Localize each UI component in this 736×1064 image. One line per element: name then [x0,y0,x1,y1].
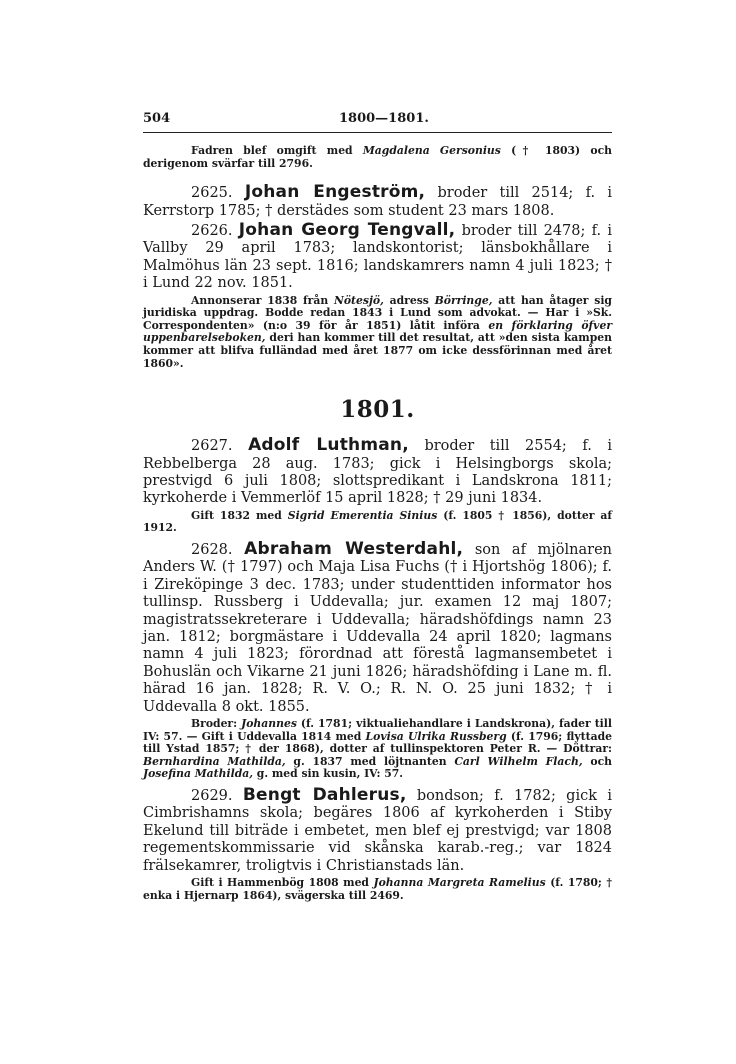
entry-2626: 2626. Johan Georg Tengvall, broder till 2478; f. i Vallby 29 april 1783; landskontorist; länsbokhållare i Malmöhus län 23 sept. 1816; landskamrers namn 4 juli 1823; † i Lund 22 nov. 1851. [143,220,612,292]
page-number: 504 [143,111,171,126]
entry-2628-note: Broder: Johannes (f. 1781; viktualiehandlare i Landskrona), fader till IV: 57. — Gift i Uddevalla 1814 med Lovisa Ulrika Russberg (f. 1796; flyttade till Ystad 1857; † der 1868), dotter af tullinspektoren Peter R. — Döttrar: Bernhardina Mathilda, g. 1837 med löjtnanten Carl Wilhelm Flach, och Josefina Mathilda, g. med sin kusin, IV: 57. [143,717,613,781]
entry-2627: 2627. Adolf Luthman, broder till 2554; f. i Rebbelberga 28 aug. 1783; gick i Helsingborgs skola; prestvigd 6 juli 1808; slottspredikant i Landskrona 1811; kyrkoherde i Vemmerlöf 15 april 1828; † 29 juni 1834. [143,435,613,507]
entry-2629-note: Gift i Hammenbög 1808 med Johanna Margreta Ramelius (f. 1780; † enka i Hjernarp 1864), svägerska till 2469. [143,876,612,902]
page-header [143,108,612,128]
entry-name: Abraham Westerdahl, [244,539,464,559]
entry-name: Bengt Dahlerus, [242,785,407,806]
entry-2628: 2628. Abraham Westerdahl, son af mjölnaren Anders W. († 1797) och Maja Lisa Fuchs († i Hjortshög 1806); f. i Zireköpinge 3 dec. 1783; under studenttiden informator hos tullinsp. Russberg i Uddevalla; jur. examen 12 maj 1807; magistratssekreterare i Uddevalla; häradshöfdings namn 23 jan. 1812; borgmästare i Uddevalla 24 april 1820; lagmans namn 4 juli 1823; förordnad att förestå lagmansembetet i Bohuslän och Vikarne 21 juni 1826; häradshöfding i Lane m. fl. härad 16 jan. 1828; R. V. O.; R. N. O. 25 juni 1832; † i Uddevalla 8 okt. 1855. [143,539,613,715]
entry-name: Adolf Luthman, [248,435,409,456]
running-title: 1800—1801. [339,111,429,126]
header-rule [143,132,612,133]
entry-name: Johan Georg Tengvall, [238,220,456,240]
entry-2629: 2629. Bengt Dahlerus, bondson; f. 1782; gick i Cimbrishamns skola; begäres 1806 af kyrkoherden i Stiby Ekelund till biträde i embetet, men blef ej prestvigd; var 1808 regementskommissarie vid skånska karab.-reg.; var 1824 frälsekamrer, troligtvis i Christianstads län. [143,785,612,874]
entry-name: Johan Engeström, [244,182,426,203]
entry-2626-note: Annonserar 1838 från Nötesjö, adress Börringe, att han åtager sig juridiska uppdrag. Bodde redan 1843 i Lund som advokat. — Har i »Sk. Correspondenten» (n:o 39 för år 1851) låtit införa en förklaring öfver uppenbarelseboken, deri han kommer till det resultat, att »den sista kampen kommer att blifva fulländad med året 1877 om icke dessförinnan med året 1860». [143,293,613,370]
entry-2625: 2625. Johan Engeström, broder till 2514; f. i Kerrstorp 1785; † derstädes som student 23 mars 1808. [143,182,612,219]
page [143,108,612,908]
entry-2627-note: Gift 1832 med Sigrid Emerentia Sinius (f. 1805 † 1856), dotter af 1912. [143,508,612,535]
year-heading: 1801. [340,396,415,424]
intro-note: Fadren blef omgift med Magdalena Gersonius († 1803) och derigenom svärfar till 2796. [143,144,613,170]
